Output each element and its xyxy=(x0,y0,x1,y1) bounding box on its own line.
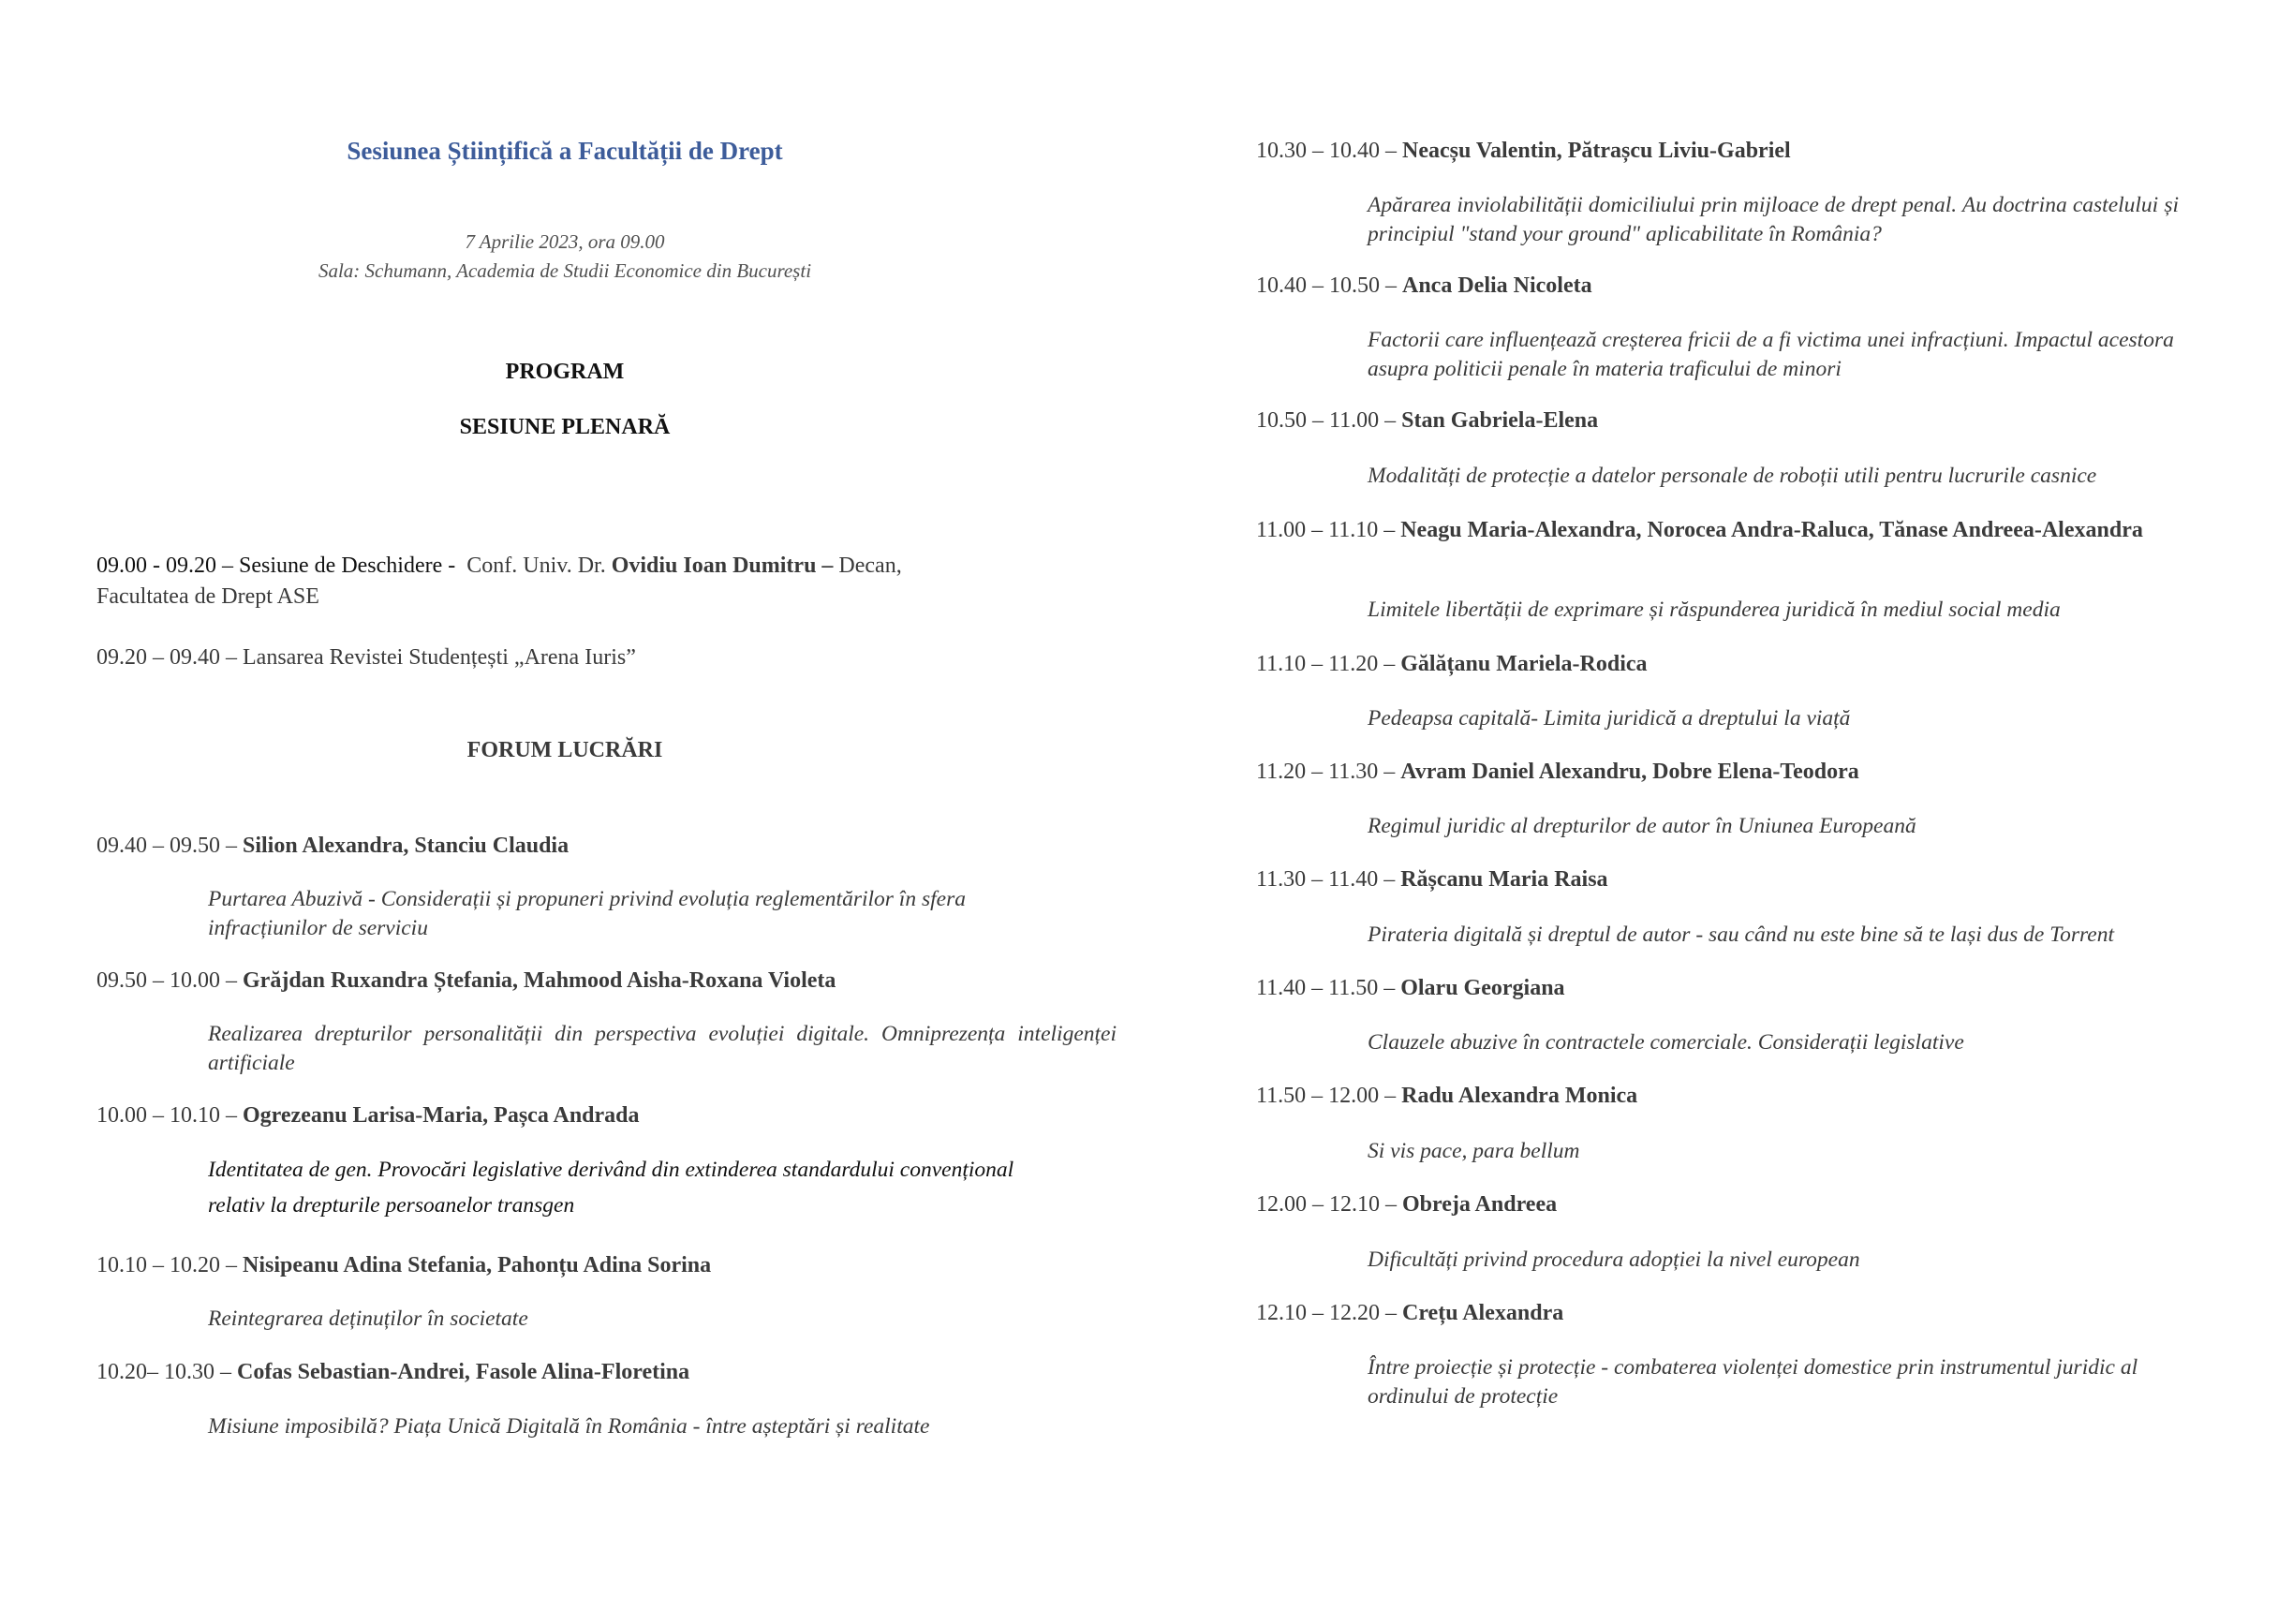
session-time: 11.40 – 11.50 – xyxy=(1256,976,1396,1000)
session-entry xyxy=(96,968,836,994)
session-time: 10.20– 10.30 – xyxy=(96,1360,231,1384)
session-speakers: Ogrezeanu Larisa-Maria, Pașca Andrada xyxy=(243,1103,640,1128)
paper-title: Reintegrarea deținuților în societate xyxy=(208,1307,528,1331)
session-time: 11.50 – 12.00 – xyxy=(1256,1084,1397,1108)
session-speakers: Neagu Maria-Alexandra, Norocea Andra-Raluca, Tănase Andreea-Alexandra xyxy=(1400,518,2143,542)
session-speakers: Nisipeanu Adina Stefania, Pahonțu Adina Sorina xyxy=(243,1253,712,1277)
paper-title: Pedeapsa capitală- Limita juridică a dreptului la viață xyxy=(1368,706,1851,731)
speaker-affiliation: Facultatea de Drept ASE xyxy=(96,584,319,609)
session-time: 10.10 – 10.20 – xyxy=(96,1253,237,1277)
speaker-dash: – xyxy=(821,554,834,578)
session-time: 11.20 – 11.30 – xyxy=(1256,760,1396,784)
paper-title: Limitele libertății de exprimare și răspunderea juridică în mediul social media xyxy=(1368,598,2061,622)
session-time: 10.50 – 11.00 – xyxy=(1256,408,1397,433)
session-speakers: Crețu Alexandra xyxy=(1402,1301,1564,1325)
plenary-time: 09.20 – 09.40 xyxy=(96,645,220,670)
speaker-role: Decan, xyxy=(838,554,902,578)
session-entry xyxy=(1256,867,1608,893)
session-entry xyxy=(96,1253,711,1278)
paper-title: Misiune imposibilă? Piața Unică Digitală în România - între așteptări și realitate xyxy=(208,1414,930,1439)
session-speakers: Silion Alexandra, Stanciu Claudia xyxy=(243,834,570,858)
paper-title: Identitatea de gen. Provocări legislative derivând din extinderea standardului convențional relativ la drepturile persoanelor transgen xyxy=(208,1158,1014,1218)
session-speakers: Rășcanu Maria Raisa xyxy=(1400,867,1608,892)
plenary-activity: Sesiune de Deschidere - xyxy=(239,554,456,578)
paper-title: Regimul juridic al drepturilor de autor în Uniunea Europeană xyxy=(1368,814,1916,838)
plenary-item xyxy=(96,554,902,579)
session-speakers: Anca Delia Nicoleta xyxy=(1402,273,1592,298)
session-time: 10.00 – 10.10 – xyxy=(96,1103,237,1128)
session-speakers: Avram Daniel Alexandru, Dobre Elena-Teodora xyxy=(1400,760,1859,784)
session-entry xyxy=(1256,516,2251,544)
plenary-time: 09.00 - 09.20 xyxy=(96,554,216,578)
session-entry xyxy=(1256,1301,1563,1326)
paper-title: Pirateria digitală și dreptul de autor - sau când nu este bine să te lași dus de Torrent xyxy=(1368,923,2115,947)
session-time: 10.30 – 10.40 – xyxy=(1256,139,1397,163)
session-entry xyxy=(1256,1192,1557,1218)
paper-title: Modalități de protecție a datelor personale de roboții utili pentru lucrurile casnice xyxy=(1368,464,2097,488)
speaker-title: Conf. Univ. Dr. xyxy=(466,554,606,578)
session-entry xyxy=(1256,1084,1637,1109)
paper-title: Dificultăți privind procedura adopției la nivel european xyxy=(1368,1248,1860,1272)
session-speakers: Obreja Andreea xyxy=(1402,1192,1558,1217)
paper-title: Apărarea inviolabilității domiciliului prin mijloace de drept penal. Au doctrina castelului și principiul "stand your ground" aplicabilitate în România? xyxy=(1368,193,2179,246)
session-time: 09.50 – 10.00 – xyxy=(96,968,237,993)
session-time: 11.10 – 11.20 – xyxy=(1256,652,1396,676)
paper-title: Clauzele abuzive în contractele comerciale. Considerații legislative xyxy=(1368,1030,1964,1055)
event-date: 7 Aprilie 2023, ora 09.00 xyxy=(465,230,665,253)
session-speakers: Olaru Georgiana xyxy=(1400,976,1565,1000)
session-entry xyxy=(1256,408,1598,434)
session-time: 12.00 – 12.10 – xyxy=(1256,1192,1397,1217)
plenary-dash: – xyxy=(222,554,233,578)
session-time: 09.40 – 09.50 – xyxy=(96,834,237,858)
plenary-dash: – xyxy=(226,645,237,670)
paper-title: Factorii care influențează creșterea fricii de a fi victima unei infracțiuni. Impactul acestora asupra politicii penale în materia traficului de minori xyxy=(1368,328,2174,381)
session-entry xyxy=(1256,273,1592,299)
event-venue: Sala: Schumann, Academia de Studii Economice din București xyxy=(318,259,812,282)
plenary-item xyxy=(96,645,636,671)
session-time: 11.30 – 11.40 – xyxy=(1256,867,1396,892)
session-entry xyxy=(96,1103,640,1129)
paper-title: Si vis pace, para bellum xyxy=(1368,1139,1580,1163)
program-heading: PROGRAM xyxy=(505,360,625,384)
forum-heading: FORUM LUCRĂRI xyxy=(466,738,663,762)
session-speakers: Cofas Sebastian-Andrei, Fasole Alina-Floretina xyxy=(237,1360,690,1384)
session-speakers: Gălățanu Mariela-Rodica xyxy=(1400,652,1648,676)
plenary-activity: Lansarea Revistei Studențești „Arena Iuris” xyxy=(243,645,636,670)
session-speakers: Stan Gabriela-Elena xyxy=(1401,408,1599,433)
session-entry xyxy=(1256,139,1791,164)
session-speakers: Neacșu Valentin, Pătrașcu Liviu-Gabriel xyxy=(1402,139,1791,163)
paper-title: Realizarea drepturilor personalității din perspectiva evoluției digitale. Omniprezența inteligenței artificiale xyxy=(208,1022,1117,1075)
session-entry xyxy=(1256,652,1648,677)
session-time: 12.10 – 12.20 – xyxy=(1256,1301,1397,1325)
session-entry xyxy=(1256,760,1859,785)
session-entry xyxy=(1256,976,1565,1001)
session-time: 11.00 – 11.10 – xyxy=(1256,518,1396,542)
session-entry xyxy=(96,834,569,859)
page-title: Sesiunea Științifică a Facultății de Drept xyxy=(347,137,783,165)
speaker-name: Ovidiu Ioan Dumitru xyxy=(611,554,817,578)
session-entry xyxy=(96,1360,689,1385)
paper-title: Purtarea Abuzivă - Considerații și propuneri privind evoluția reglementărilor în sfera infracțiunilor de serviciu xyxy=(208,887,966,940)
session-time: 10.40 – 10.50 – xyxy=(1256,273,1397,298)
session-speakers: Grăjdan Ruxandra Ștefania, Mahmood Aisha-Roxana Violeta xyxy=(243,968,836,993)
plenary-heading: SESIUNE PLENARĂ xyxy=(459,415,671,439)
session-speakers: Radu Alexandra Monica xyxy=(1401,1084,1638,1108)
paper-title: Între proiecție și protecție - combaterea violenței domestice prin instrumentul juridic al ordinului de protecție xyxy=(1368,1355,2138,1409)
